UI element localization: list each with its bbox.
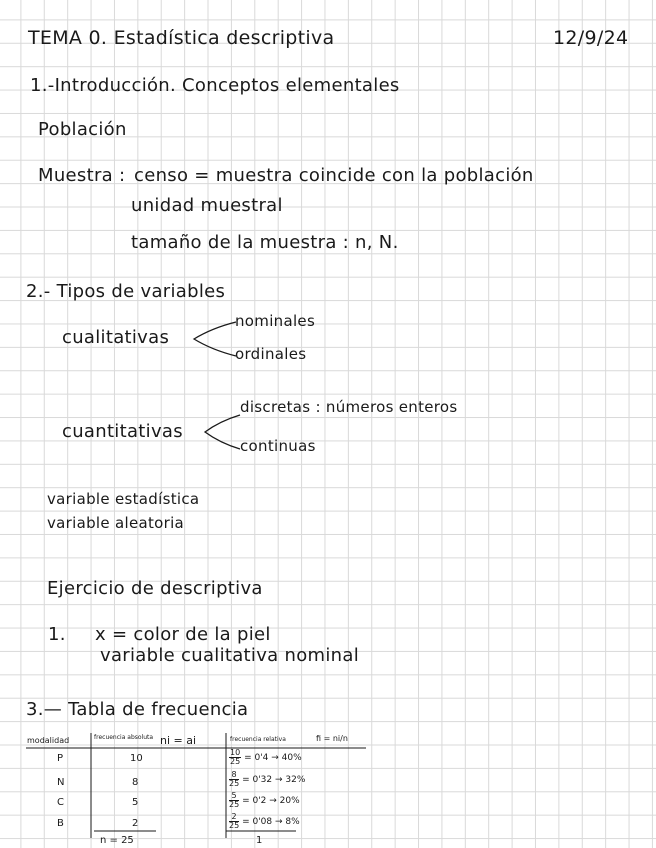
section2-heading: 2.- Tipos de variables <box>26 281 226 302</box>
section3-heading: 3.— Tabla de frecuencia <box>26 699 249 720</box>
header-frec-rel: frecuencia relativa <box>230 736 286 743</box>
cualitativas-brace <box>190 318 240 360</box>
discretas-term: discretas : números enteros <box>240 398 458 416</box>
row-ni: 5 <box>132 797 139 808</box>
header-fi-formula: fi = ni/n <box>316 734 348 743</box>
row-modalidad: P <box>57 753 64 764</box>
ordinales-term: ordinales <box>235 345 307 363</box>
row-ni: 8 <box>132 777 139 788</box>
cuantitativas-term: cuantitativas <box>62 421 183 442</box>
row-modalidad: B <box>57 818 64 829</box>
total-n: n = 25 <box>100 835 134 846</box>
header-ni-ai: ni = ai <box>160 734 197 747</box>
page-date: 12/9/24 <box>553 27 629 49</box>
row-frec-rel: $\frac{2}{25}$ = 0'08 → 8% <box>229 812 300 830</box>
row-frec-rel: $\frac{10}{25}$ = 0'4 → 40% <box>230 748 302 766</box>
cuantitativas-brace <box>202 411 244 453</box>
header-frec-abs: frecuencia absoluta <box>94 734 154 741</box>
row-frec-rel: $\frac{8}{25}$ = 0'32 → 32% <box>229 770 306 788</box>
continuas-term: continuas <box>240 437 316 455</box>
cualitativas-term: cualitativas <box>62 327 170 348</box>
section1-heading: 1.-Introducción. Conceptos elementales <box>30 75 400 96</box>
ejercicio-line1: x = color de la piel <box>95 624 271 645</box>
ejercicio-title: Ejercicio de descriptiva <box>47 578 263 599</box>
row-ni: 2 <box>132 818 139 829</box>
tamano-muestra: tamaño de la muestra : n, N. <box>131 232 399 253</box>
poblacion-term: Población <box>38 119 127 140</box>
nominales-term: nominales <box>235 312 316 330</box>
row-modalidad: C <box>57 797 64 808</box>
row-ni: 10 <box>130 753 143 764</box>
frequency-table-lines <box>26 733 366 848</box>
header-modalidad: modalidad <box>27 736 70 745</box>
ejercicio-number: 1. <box>48 624 66 645</box>
variable-aleatoria: variable aleatoria <box>47 514 185 532</box>
page-title: TEMA 0. Estadística descriptiva <box>28 27 335 49</box>
row-frec-rel: $\frac{5}{25}$ = 0'2 → 20% <box>229 791 300 809</box>
ejercicio-line2: variable cualitativa nominal <box>100 645 360 666</box>
row-modalidad: N <box>57 777 65 788</box>
unidad-muestral: unidad muestral <box>131 195 283 216</box>
total-f: 1 <box>256 835 263 846</box>
censo-definition: censo = muestra coincide con la población <box>134 165 534 186</box>
muestra-label: Muestra : <box>38 165 126 186</box>
variable-estadistica: variable estadística <box>47 490 200 508</box>
